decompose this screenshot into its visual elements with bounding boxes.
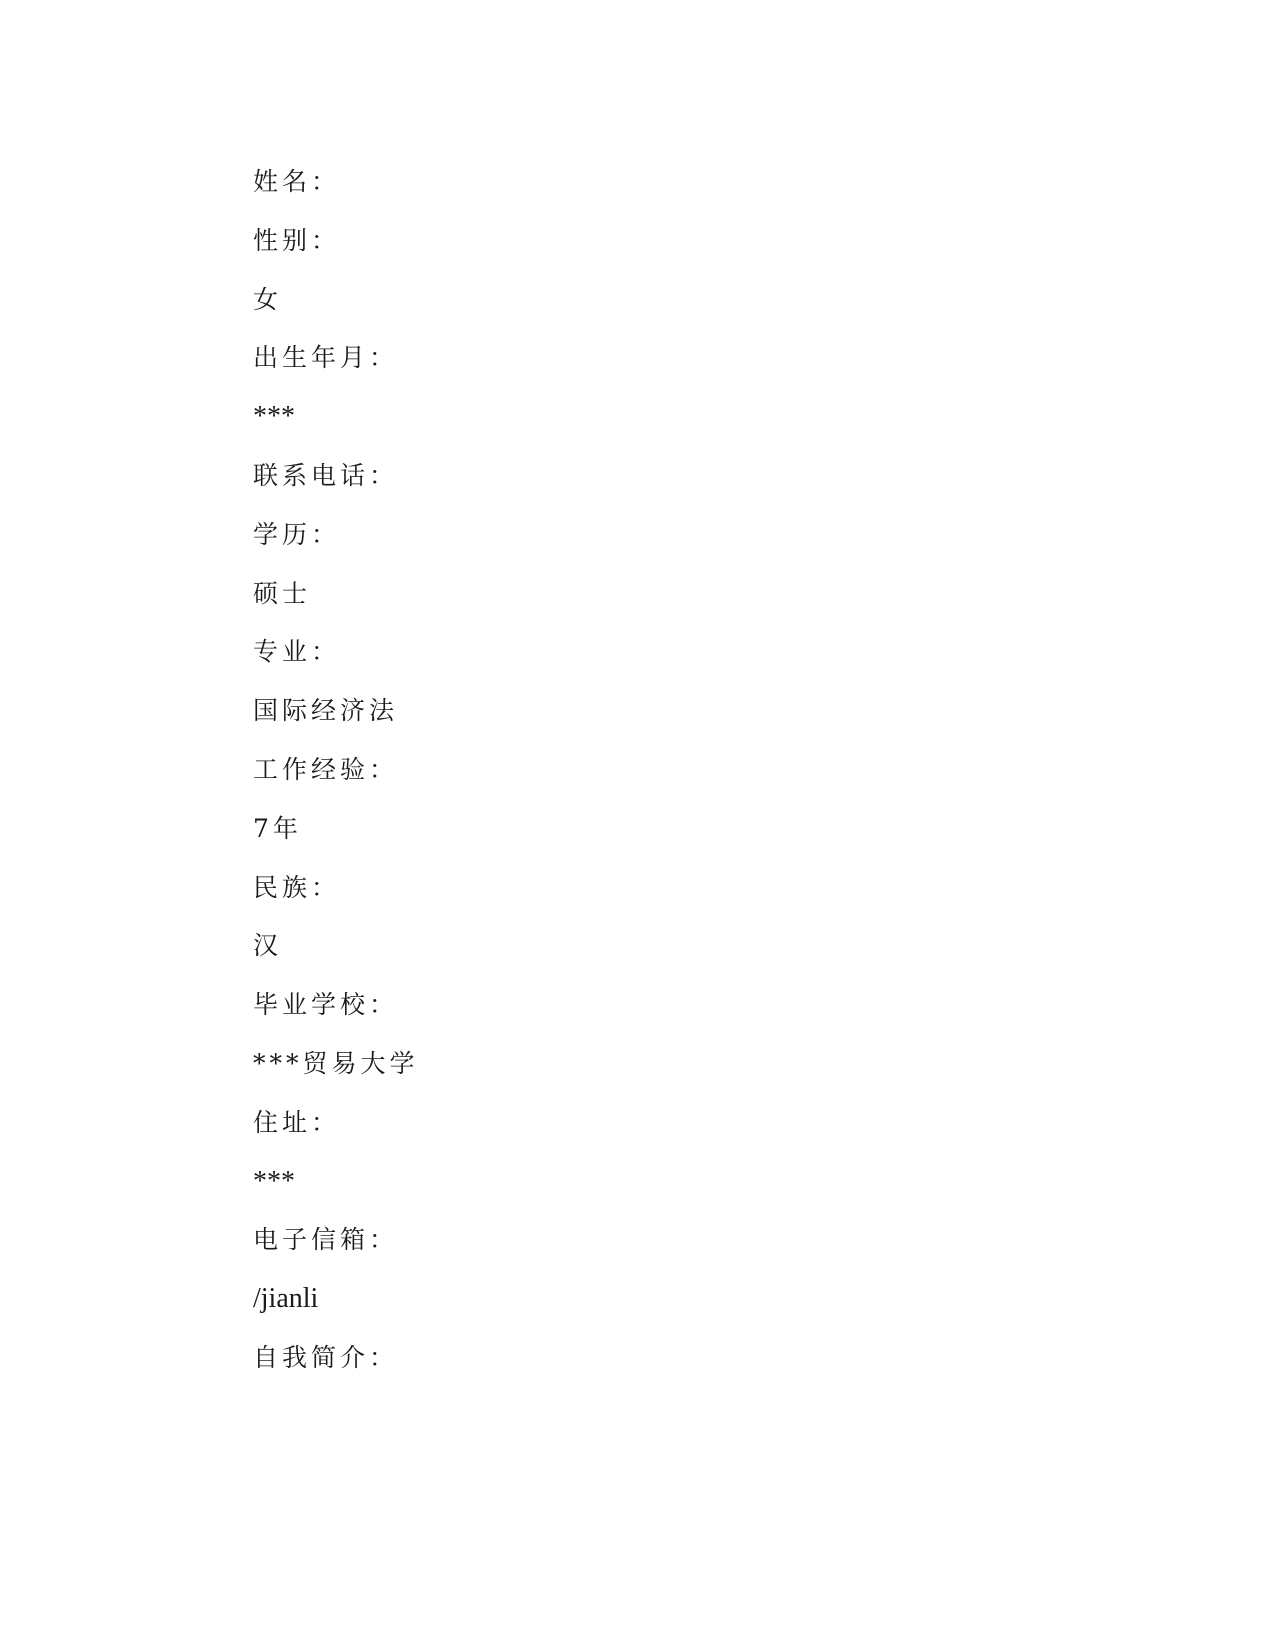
- ethnicity-value: 汉: [253, 931, 283, 961]
- major-label: 专业：: [253, 637, 341, 667]
- graduation-school-value: ***贸易大学: [253, 1048, 419, 1078]
- name-label: 姓名：: [253, 167, 341, 196]
- education-label: 学历：: [253, 519, 341, 549]
- work-experience-value: 7年: [253, 813, 302, 843]
- education-value: 硕士: [253, 578, 312, 608]
- resume-field-list: [253, 160, 1153, 1395]
- self-introduction-label: 自我简介：: [253, 1342, 399, 1372]
- address-value: ***: [253, 1165, 295, 1197]
- gender-label: 性别：: [253, 225, 341, 255]
- email-value: /jianli: [253, 1283, 319, 1315]
- ethnicity-label: 民族：: [253, 872, 341, 902]
- work-experience-label: 工作经验：: [253, 754, 399, 784]
- major-value: 国际经济法: [253, 696, 399, 726]
- phone-label: 联系电话：: [253, 460, 399, 490]
- birth-date-value: ***: [253, 401, 295, 433]
- email-label: 电子信箱：: [253, 1225, 399, 1255]
- graduation-school-label: 毕业学校：: [253, 990, 399, 1020]
- address-label: 住址：: [253, 1107, 341, 1137]
- birth-date-label: 出生年月：: [253, 343, 399, 373]
- gender-value: 女: [253, 284, 283, 314]
